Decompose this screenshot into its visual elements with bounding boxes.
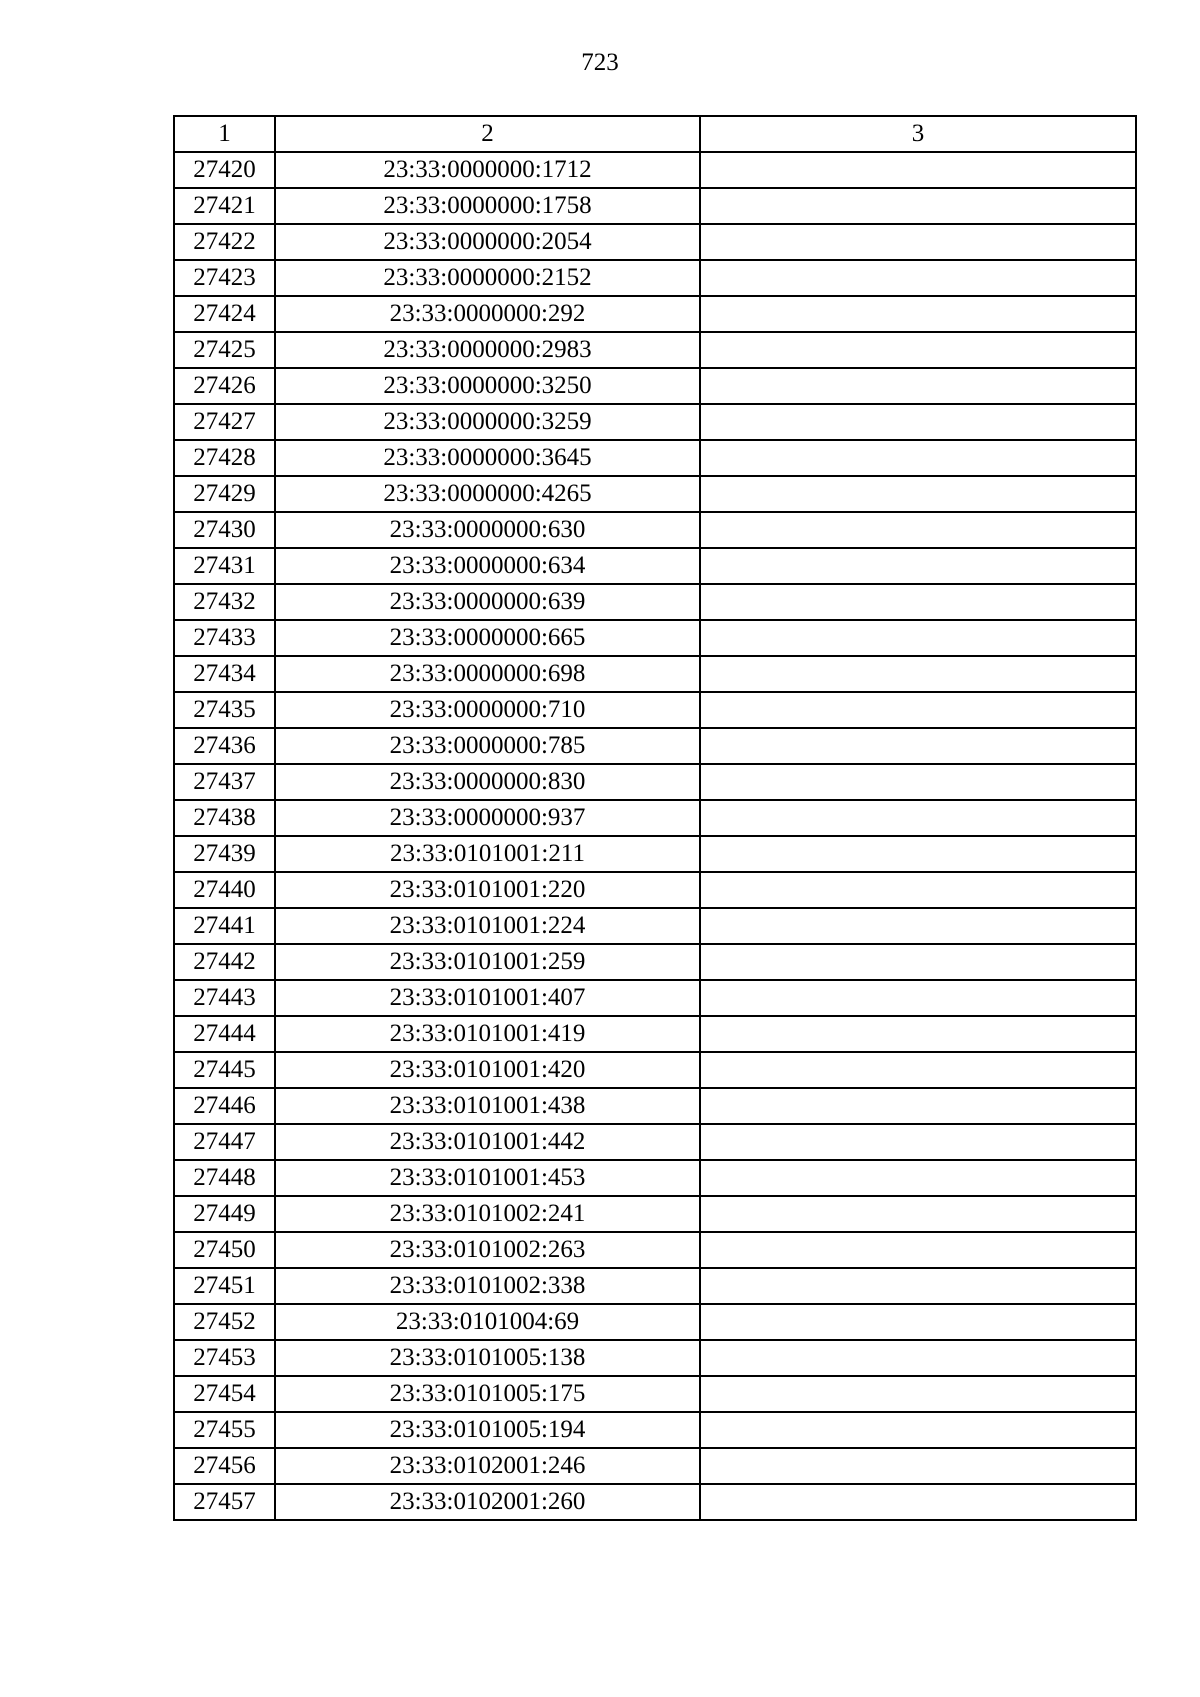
column-header-3: 3 (700, 116, 1136, 152)
table-row (174, 1016, 1136, 1052)
column-3-cell (700, 476, 1136, 512)
column-3-cell (700, 728, 1136, 764)
column-3-cell (700, 764, 1136, 800)
row-number-cell: 27440 (174, 872, 275, 908)
row-number-cell: 27445 (174, 1052, 275, 1088)
table-row (174, 548, 1136, 584)
column-3-cell (700, 224, 1136, 260)
table-row (174, 584, 1136, 620)
cadastral-number-cell: 23:33:0000000:4265 (275, 476, 700, 512)
table-row (174, 908, 1136, 944)
table-row (174, 512, 1136, 548)
row-number-cell: 27454 (174, 1376, 275, 1412)
column-3-cell (700, 332, 1136, 368)
column-3-cell (700, 260, 1136, 296)
column-3-cell (700, 1196, 1136, 1232)
row-number-cell: 27435 (174, 692, 275, 728)
row-number-cell: 27421 (174, 188, 275, 224)
row-number-cell: 27439 (174, 836, 275, 872)
column-3-cell (700, 656, 1136, 692)
table-header-row (174, 116, 1136, 152)
cadastral-number-cell: 23:33:0000000:3250 (275, 368, 700, 404)
table-row (174, 1448, 1136, 1484)
table-row (174, 260, 1136, 296)
table-row (174, 188, 1136, 224)
cadastral-number-cell: 23:33:0101001:220 (275, 872, 700, 908)
column-3-cell (700, 944, 1136, 980)
cadastral-number-cell: 23:33:0101004:69 (275, 1304, 700, 1340)
cadastral-number-cell: 23:33:0101001:442 (275, 1124, 700, 1160)
row-number-cell: 27426 (174, 368, 275, 404)
cadastral-number-cell: 23:33:0101001:407 (275, 980, 700, 1016)
cadastral-number-cell: 23:33:0000000:639 (275, 584, 700, 620)
cadastral-number-cell: 23:33:0101002:241 (275, 1196, 700, 1232)
cadastral-number-cell: 23:33:0101005:194 (275, 1412, 700, 1448)
table-row (174, 1340, 1136, 1376)
table-row (174, 368, 1136, 404)
row-number-cell: 27432 (174, 584, 275, 620)
column-3-cell (700, 836, 1136, 872)
table-row (174, 800, 1136, 836)
column-3-cell (700, 404, 1136, 440)
table-row (174, 980, 1136, 1016)
table-row (174, 620, 1136, 656)
cadastral-number-cell: 23:33:0000000:2152 (275, 260, 700, 296)
row-number-cell: 27427 (174, 404, 275, 440)
column-3-cell (700, 1448, 1136, 1484)
cadastral-number-cell: 23:33:0000000:1712 (275, 152, 700, 188)
column-3-cell (700, 692, 1136, 728)
table-row (174, 476, 1136, 512)
cadastral-number-cell: 23:33:0102001:246 (275, 1448, 700, 1484)
cadastral-number-cell: 23:33:0101001:453 (275, 1160, 700, 1196)
column-3-cell (700, 980, 1136, 1016)
cadastral-number-cell: 23:33:0101001:420 (275, 1052, 700, 1088)
cadastral-number-cell: 23:33:0000000:1758 (275, 188, 700, 224)
column-3-cell (700, 1160, 1136, 1196)
row-number-cell: 27443 (174, 980, 275, 1016)
row-number-cell: 27450 (174, 1232, 275, 1268)
cadastral-number-cell: 23:33:0000000:937 (275, 800, 700, 836)
cadastral-number-cell: 23:33:0101002:338 (275, 1268, 700, 1304)
table-body (174, 116, 1136, 1520)
column-3-cell (700, 1232, 1136, 1268)
registry-table (173, 115, 1137, 1521)
table-row (174, 1268, 1136, 1304)
table-row (174, 836, 1136, 872)
table-row (174, 944, 1136, 980)
table-row (174, 656, 1136, 692)
row-number-cell: 27425 (174, 332, 275, 368)
cadastral-number-cell: 23:33:0101001:224 (275, 908, 700, 944)
table-row (174, 728, 1136, 764)
column-3-cell (700, 1340, 1136, 1376)
cadastral-number-cell: 23:33:0102001:260 (275, 1484, 700, 1520)
cadastral-number-cell: 23:33:0000000:634 (275, 548, 700, 584)
table-row (174, 1160, 1136, 1196)
column-3-cell (700, 620, 1136, 656)
column-3-cell (700, 548, 1136, 584)
column-3-cell (700, 368, 1136, 404)
column-3-cell (700, 188, 1136, 224)
table-row (174, 440, 1136, 476)
row-number-cell: 27430 (174, 512, 275, 548)
column-3-cell (700, 1268, 1136, 1304)
column-3-cell (700, 1376, 1136, 1412)
column-3-cell (700, 1412, 1136, 1448)
table-row (174, 1088, 1136, 1124)
cadastral-number-cell: 23:33:0000000:830 (275, 764, 700, 800)
row-number-cell: 27442 (174, 944, 275, 980)
row-number-cell: 27441 (174, 908, 275, 944)
row-number-cell: 27428 (174, 440, 275, 476)
table-row (174, 692, 1136, 728)
column-header-1: 1 (174, 116, 275, 152)
row-number-cell: 27438 (174, 800, 275, 836)
row-number-cell: 27422 (174, 224, 275, 260)
row-number-cell: 27444 (174, 1016, 275, 1052)
column-3-cell (700, 1016, 1136, 1052)
column-3-cell (700, 296, 1136, 332)
table-row (174, 872, 1136, 908)
cadastral-number-cell: 23:33:0101001:438 (275, 1088, 700, 1124)
row-number-cell: 27420 (174, 152, 275, 188)
column-3-cell (700, 584, 1136, 620)
column-header-2: 2 (275, 116, 700, 152)
column-3-cell (700, 908, 1136, 944)
row-number-cell: 27446 (174, 1088, 275, 1124)
cadastral-number-cell: 23:33:0000000:665 (275, 620, 700, 656)
table-row (174, 764, 1136, 800)
table-row (174, 1412, 1136, 1448)
table-row (174, 332, 1136, 368)
row-number-cell: 27424 (174, 296, 275, 332)
row-number-cell: 27433 (174, 620, 275, 656)
cadastral-number-cell: 23:33:0101005:175 (275, 1376, 700, 1412)
table-row (174, 1304, 1136, 1340)
row-number-cell: 27436 (174, 728, 275, 764)
cadastral-number-cell: 23:33:0101002:263 (275, 1232, 700, 1268)
column-3-cell (700, 1052, 1136, 1088)
row-number-cell: 27431 (174, 548, 275, 584)
table-row (174, 152, 1136, 188)
cadastral-number-cell: 23:33:0000000:3645 (275, 440, 700, 476)
row-number-cell: 27453 (174, 1340, 275, 1376)
row-number-cell: 27437 (174, 764, 275, 800)
row-number-cell: 27456 (174, 1448, 275, 1484)
page-number: 723 (581, 49, 619, 76)
table-row (174, 1052, 1136, 1088)
row-number-cell: 27452 (174, 1304, 275, 1340)
row-number-cell: 27423 (174, 260, 275, 296)
table-row (174, 1124, 1136, 1160)
table-row (174, 296, 1136, 332)
table-row (174, 404, 1136, 440)
row-number-cell: 27429 (174, 476, 275, 512)
row-number-cell: 27455 (174, 1412, 275, 1448)
cadastral-number-cell: 23:33:0101001:211 (275, 836, 700, 872)
column-3-cell (700, 800, 1136, 836)
row-number-cell: 27448 (174, 1160, 275, 1196)
column-3-cell (700, 1484, 1136, 1520)
table-row (174, 1196, 1136, 1232)
row-number-cell: 27447 (174, 1124, 275, 1160)
column-3-cell (700, 440, 1136, 476)
column-3-cell (700, 1088, 1136, 1124)
row-number-cell: 27449 (174, 1196, 275, 1232)
column-3-cell (700, 872, 1136, 908)
row-number-cell: 27451 (174, 1268, 275, 1304)
cadastral-number-cell: 23:33:0000000:292 (275, 296, 700, 332)
cadastral-number-cell: 23:33:0000000:698 (275, 656, 700, 692)
table-row (174, 1484, 1136, 1520)
cadastral-number-cell: 23:33:0000000:3259 (275, 404, 700, 440)
cadastral-number-cell: 23:33:0000000:2054 (275, 224, 700, 260)
column-3-cell (700, 152, 1136, 188)
cadastral-number-cell: 23:33:0000000:2983 (275, 332, 700, 368)
table-row (174, 1376, 1136, 1412)
row-number-cell: 27457 (174, 1484, 275, 1520)
cadastral-number-cell: 23:33:0101001:419 (275, 1016, 700, 1052)
cadastral-number-cell: 23:33:0101005:138 (275, 1340, 700, 1376)
column-3-cell (700, 1304, 1136, 1340)
row-number-cell: 27434 (174, 656, 275, 692)
table-row (174, 1232, 1136, 1268)
cadastral-number-cell: 23:33:0101001:259 (275, 944, 700, 980)
cadastral-number-cell: 23:33:0000000:785 (275, 728, 700, 764)
cadastral-number-cell: 23:33:0000000:630 (275, 512, 700, 548)
column-3-cell (700, 1124, 1136, 1160)
column-3-cell (700, 512, 1136, 548)
table-row (174, 224, 1136, 260)
cadastral-number-cell: 23:33:0000000:710 (275, 692, 700, 728)
